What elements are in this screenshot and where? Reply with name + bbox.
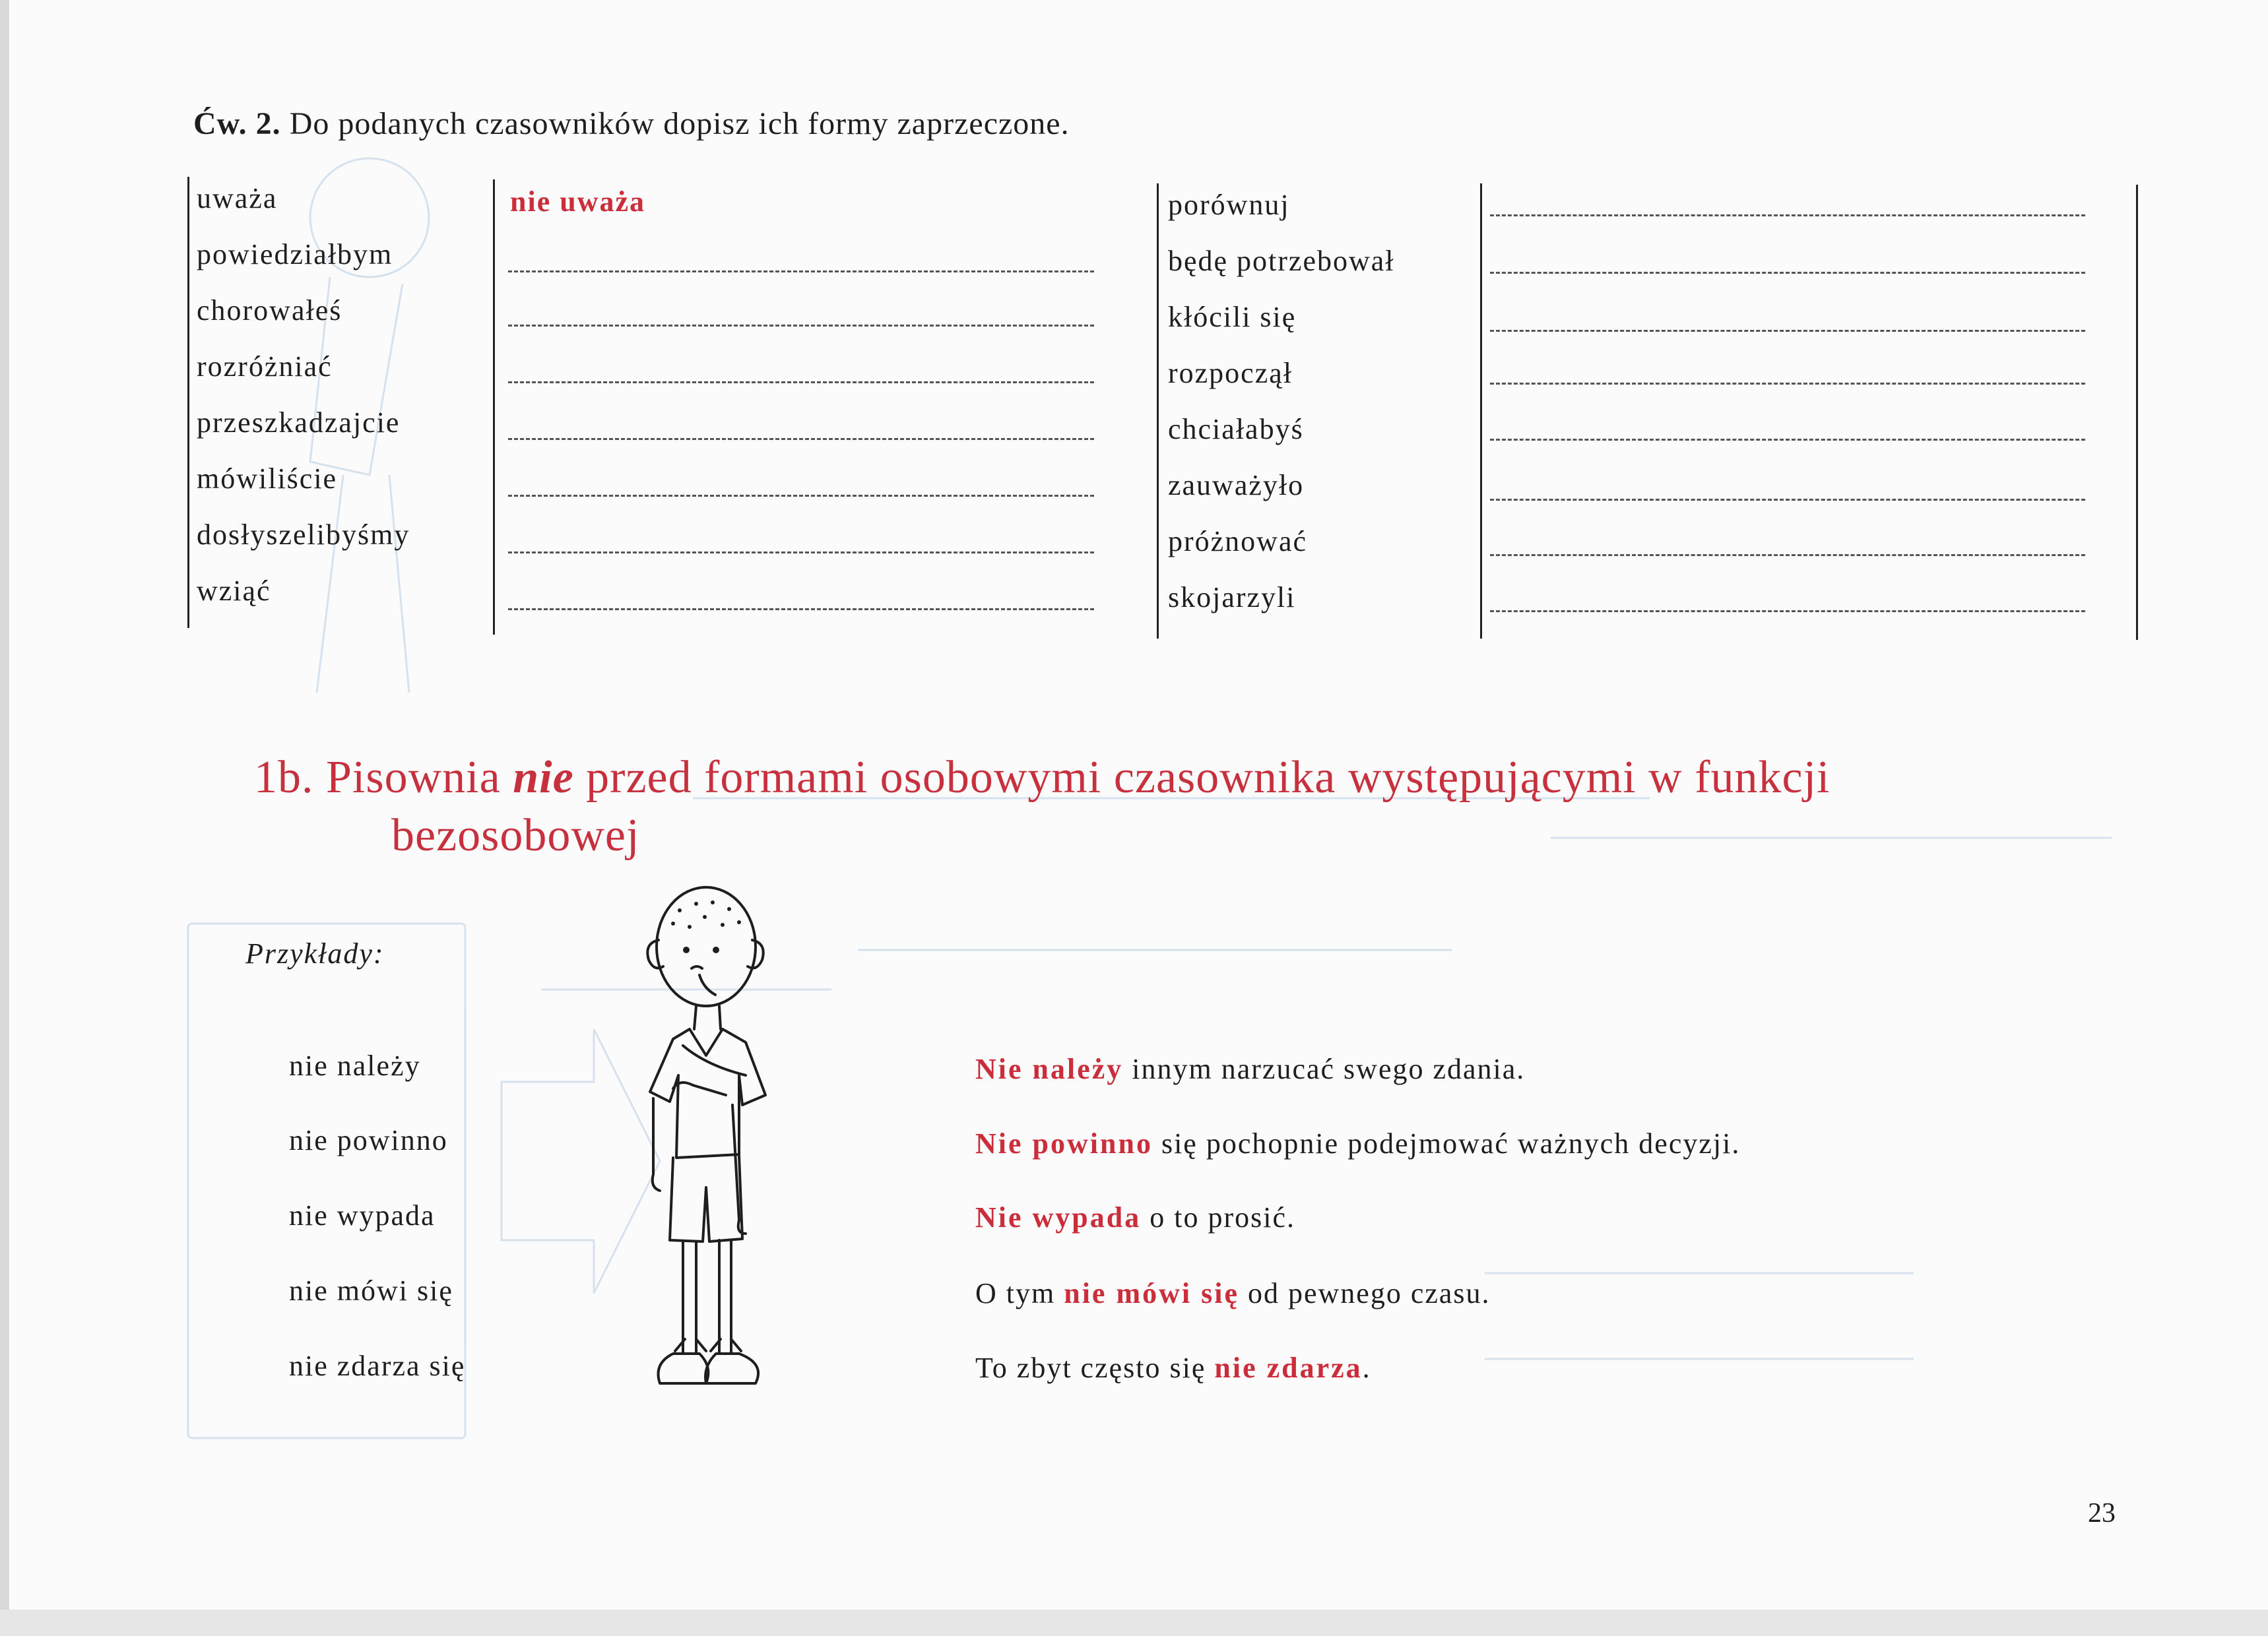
sentence-highlight: Nie należy	[975, 1053, 1124, 1085]
sentence-after: innym narzucać swego zdania.	[1132, 1053, 1526, 1085]
answer-line[interactable]	[1490, 439, 2085, 441]
left-verb: wziąć	[197, 575, 271, 607]
table-line-1	[187, 177, 189, 628]
example-item: nie wypada	[289, 1199, 436, 1232]
example-sentence	[975, 1201, 1295, 1234]
right-verb: porównuj	[1168, 189, 1290, 221]
answer-line[interactable]	[1490, 330, 2085, 332]
sentence-after: o to prosić.	[1150, 1201, 1296, 1234]
table-line-5	[2136, 185, 2138, 640]
answer-line[interactable]	[508, 381, 1094, 383]
page-edge-left	[0, 0, 9, 1636]
right-verb: zauważyło	[1168, 469, 1305, 501]
right-verb: będę potrzebował	[1168, 245, 1395, 277]
table-line-4	[1480, 183, 1482, 639]
sentence-after: .	[1362, 1352, 1371, 1384]
answer-line[interactable]	[1490, 272, 2085, 274]
answer-line[interactable]	[508, 325, 1094, 327]
sentence-after: się pochopnie podejmować ważnych decyzji.	[1161, 1127, 1741, 1160]
exercise-label: Ćw. 2.	[193, 106, 281, 141]
section-title-line2: bezosobowej	[391, 810, 640, 861]
sentence-before: To zbyt często się	[975, 1352, 1206, 1384]
right-verb: próżnować	[1168, 525, 1308, 557]
sentence-highlight: Nie wypada	[975, 1201, 1142, 1234]
example-sentence	[975, 1052, 1525, 1086]
left-verb: rozróżniać	[197, 350, 333, 383]
table-line-3	[1157, 183, 1159, 639]
example-sentence	[975, 1351, 1371, 1385]
example-item: nie należy	[289, 1050, 421, 1082]
section-title-after: przed formami osobowymi czasownika występującymi w funkcji	[586, 752, 1831, 803]
example-item: nie mówi się	[289, 1274, 453, 1307]
section-heading	[254, 749, 2168, 865]
exercise-title	[193, 106, 1070, 142]
example-item: nie zdarza się	[289, 1350, 466, 1382]
cartoon-boy-icon	[633, 877, 805, 1399]
answer-line[interactable]	[1490, 499, 2085, 501]
left-verb: przeszkadzajcie	[197, 406, 401, 439]
left-verb: chorowałeś	[197, 294, 342, 327]
right-verb: chciałabyś	[1168, 413, 1304, 445]
answer-line[interactable]	[508, 551, 1094, 553]
right-verb: rozpoczął	[1168, 357, 1293, 389]
answer-line[interactable]	[508, 495, 1094, 497]
answer-line[interactable]	[1490, 610, 2085, 612]
right-verb: skojarzyli	[1168, 581, 1296, 614]
answer-line[interactable]	[508, 438, 1094, 440]
answer-line[interactable]	[1490, 214, 2085, 216]
exercise-instruction: Do podanych czasowników dopisz ich formy zaprzeczone.	[289, 106, 1070, 141]
answer-line[interactable]	[508, 608, 1094, 610]
section-title-keyword: nie	[513, 752, 574, 803]
example-sentence	[975, 1276, 1491, 1310]
sentence-after: od pewnego czasu.	[1248, 1277, 1491, 1309]
left-verb: mówiliście	[197, 462, 338, 495]
page-number: 23	[2088, 1498, 2116, 1528]
sentence-before: O tym	[975, 1277, 1056, 1309]
answer-line[interactable]	[1490, 383, 2085, 385]
section-title-before: Pisownia	[326, 752, 501, 803]
table-line-2	[493, 179, 495, 635]
sentence-highlight: nie zdarza	[1214, 1352, 1363, 1384]
example-item: nie powinno	[289, 1124, 448, 1156]
examples-label: Przykłady:	[245, 937, 385, 970]
page-edge-bottom	[0, 1610, 2268, 1636]
sample-answer: nie uważa	[510, 185, 645, 218]
section-number: 1b.	[254, 752, 314, 803]
sentence-highlight: nie mówi się	[1064, 1277, 1239, 1309]
left-verb: dosłyszelibyśmy	[197, 519, 410, 551]
answer-line[interactable]	[1490, 554, 2085, 556]
left-verb: powiedziałbym	[197, 238, 393, 270]
answer-line[interactable]	[508, 270, 1094, 272]
left-verb: uważa	[197, 182, 278, 214]
sentence-highlight: Nie powinno	[975, 1127, 1153, 1160]
right-verb: kłócili się	[1168, 301, 1297, 333]
example-sentence	[975, 1127, 1740, 1160]
